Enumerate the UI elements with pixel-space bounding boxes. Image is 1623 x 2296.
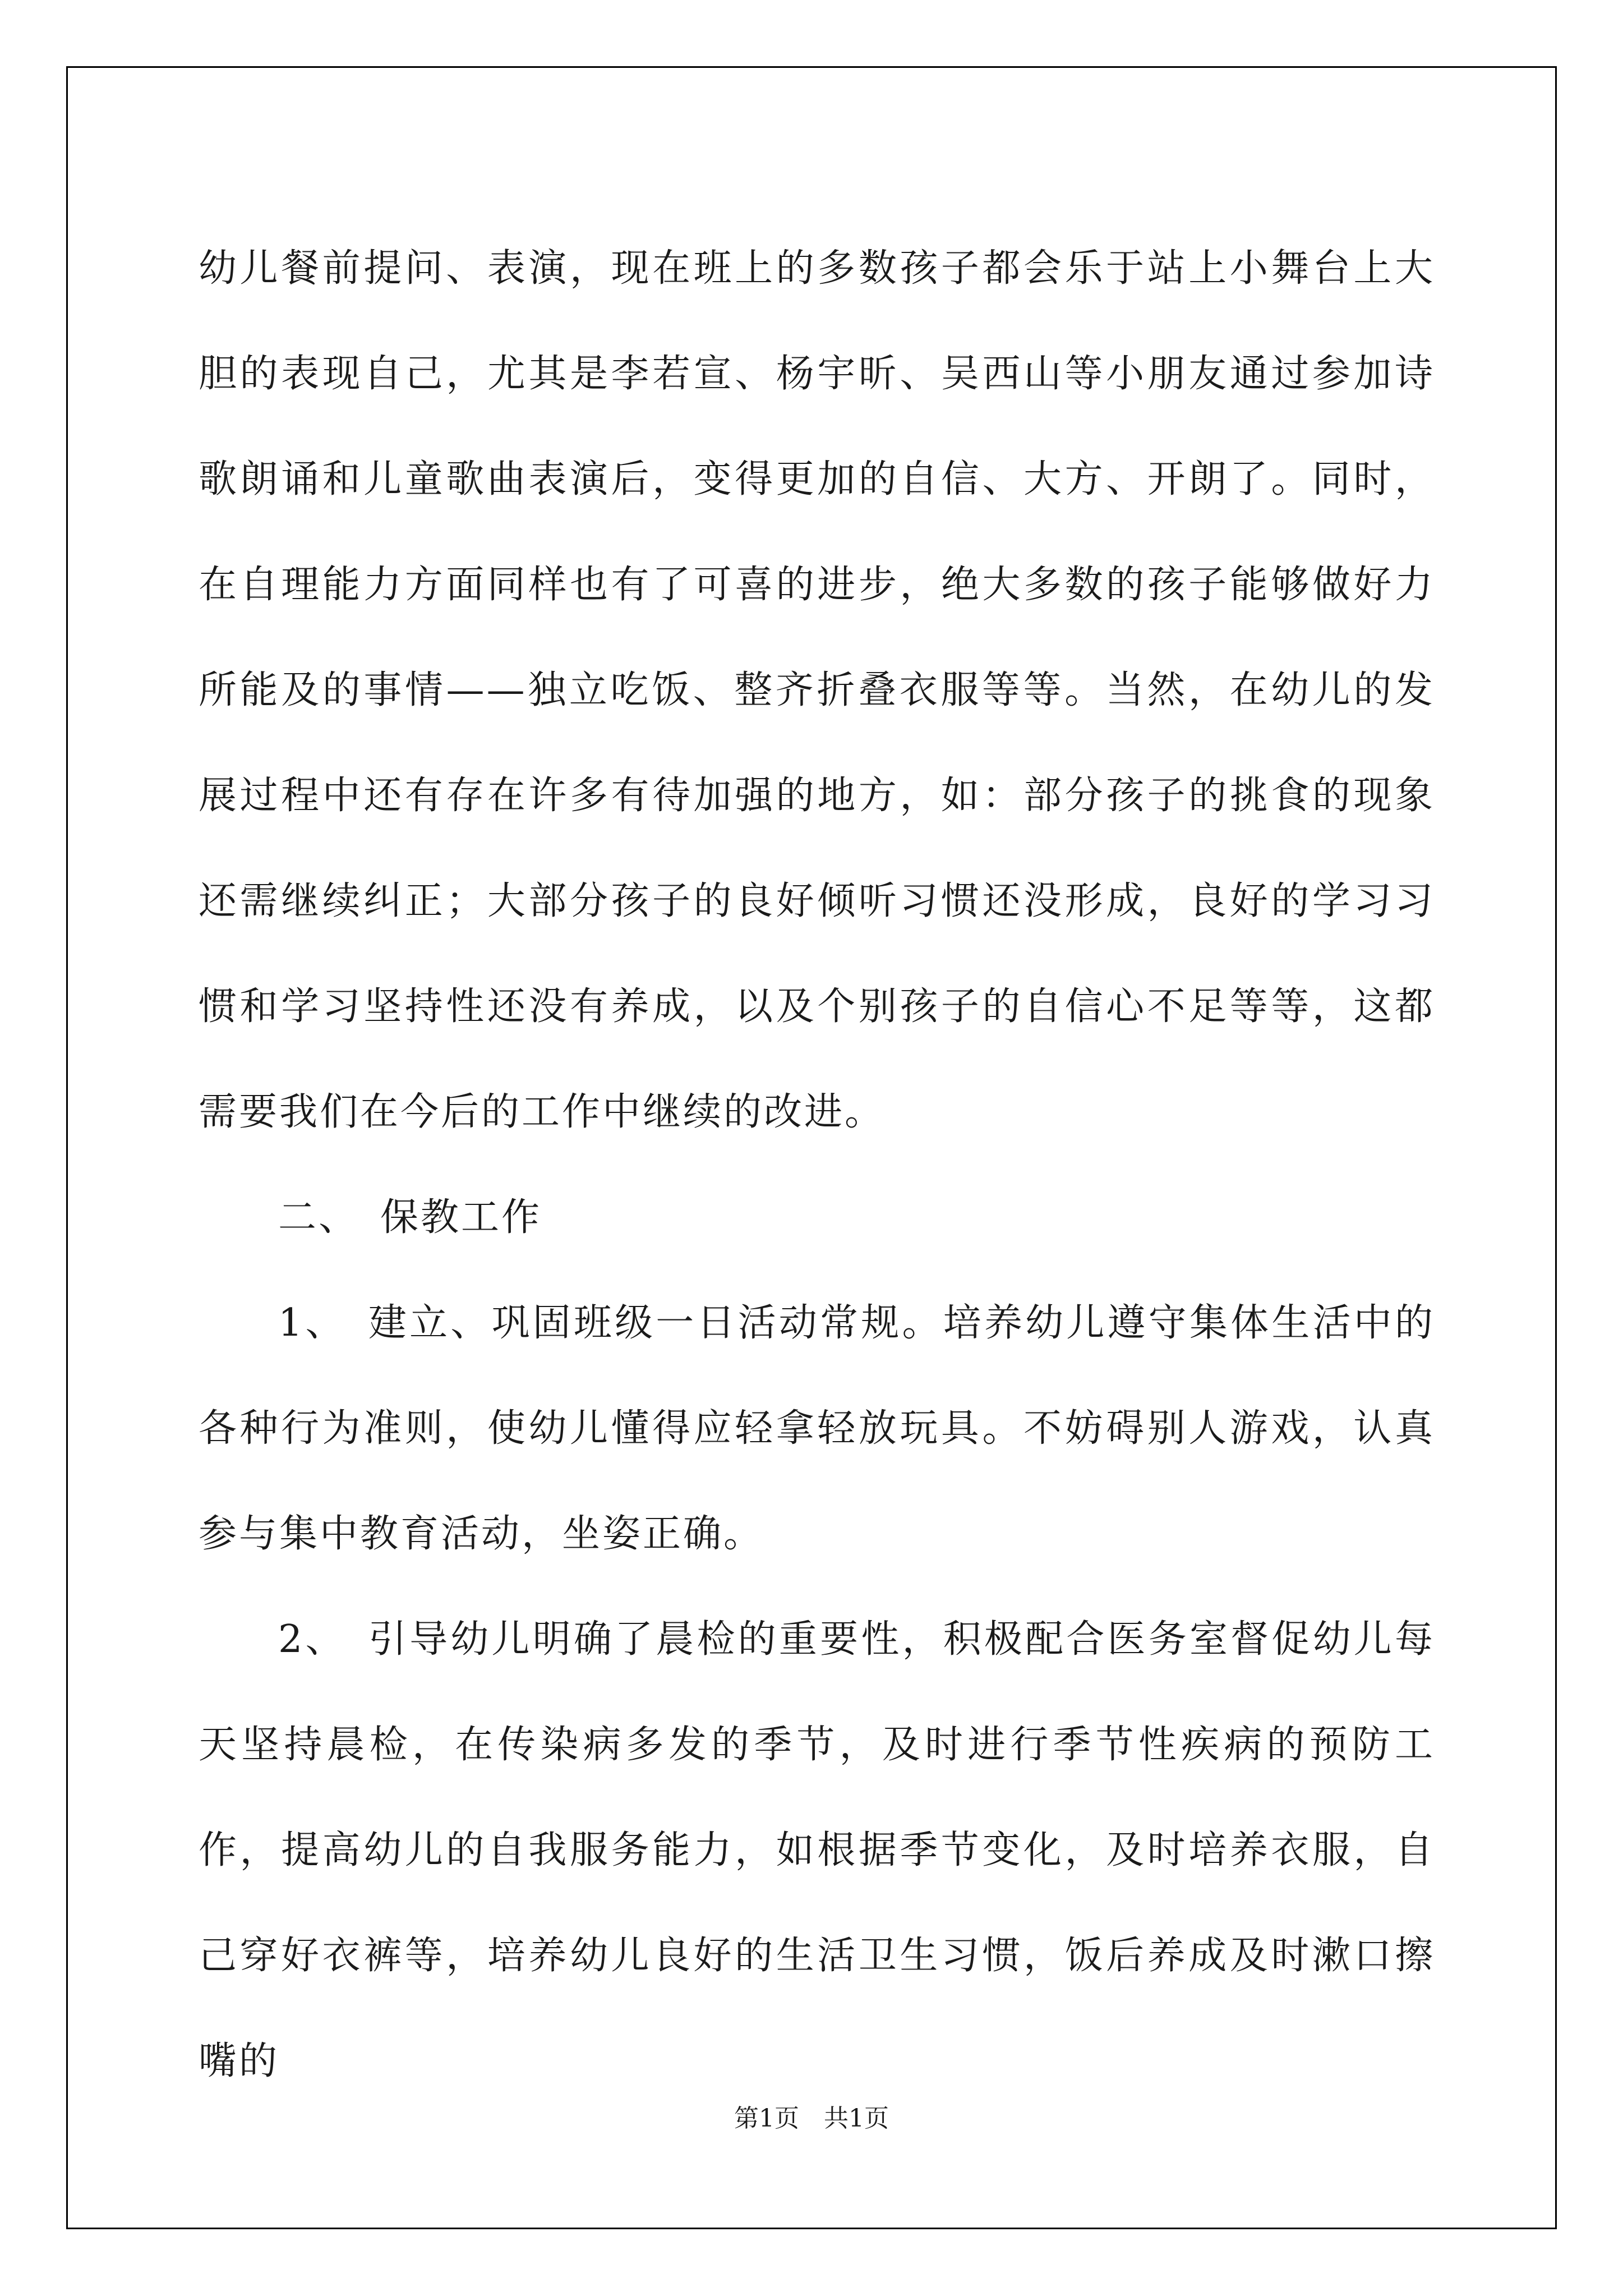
paragraph-4: 2、 引导幼儿明确了晨检的重要性，积极配合医务室督促幼儿每天坚持晨检，在传染病多发的季节，及时进行季节性疾病的预防工作，提高幼儿的自我服务能力，如根据季节变化，及时培养衣服，自己穿好衣裤等，培养幼儿良好的生活卫生习惯，饭后养成及时漱口擦嘴的 — [199, 1617, 1435, 2083]
paragraph-2-section-heading: 二、 保教工作 — [278, 1195, 542, 1240]
paragraph-3: 1、 建立、巩固班级一日活动常规。培养幼儿遵守集体生活中的各种行为准则，使幼儿懂得应轻拿轻放玩具。不妨碍别人游戏，认真参与集中教育活动，坐姿正确。 — [199, 1301, 1435, 1556]
paragraph-1: 幼儿餐前提问、表演，现在班上的多数孩子都会乐于站上小舞台上大胆的表现自己，尤其是李若宣、杨宇昕、吴西山等小朋友通过参加诗歌朗诵和儿童歌曲表演后，变得更加的自信、大方、开朗了。同时，在自理能力方面同样也有了可喜的进步，绝大多数的孩子能够做好力所能及的事情——独立吃饭、整齐折叠衣服等等。当然，在幼儿的发展过程中还有存在许多有待加强的地方，如：部分孩子的挑食的现象还需继续纠正；大部分孩子的良好倾听习惯还没形成，良好的学习习惯和学习坚持性还没有养成，以及个别孩子的自信心不足等等，这都需要我们在今后的工作中继续的改进。 — [199, 246, 1435, 1134]
document-body — [199, 216, 1435, 2114]
page-footer: 第1页 共1页 — [734, 2104, 889, 2133]
